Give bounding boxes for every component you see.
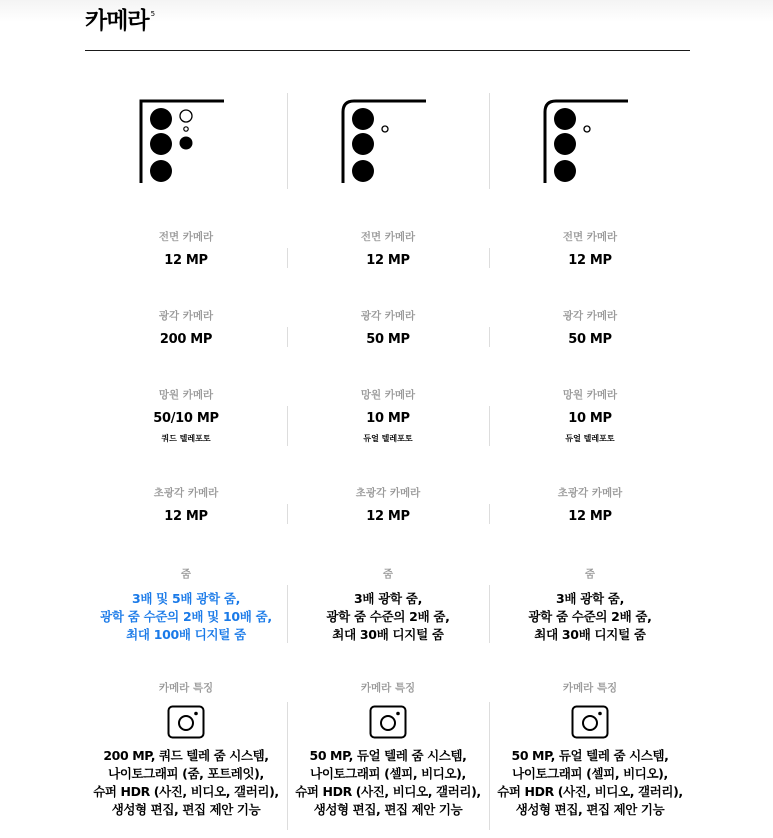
- zoom-label: 줌: [584, 568, 596, 580]
- tele-camera-spec: [287, 387, 489, 444]
- tele-camera-note: 듀얼 텔레포토: [565, 434, 615, 443]
- column-divider: [489, 93, 490, 189]
- camera-icon: [167, 705, 205, 739]
- camera-icon: [571, 705, 609, 739]
- zoom-value: 3배 및 5배 광학 줌, 광학 줌 수준의 2배 및 10배 줌, 최대 100배 디지털 줌: [100, 591, 272, 642]
- front-camera-spec: [287, 229, 489, 268]
- ultrawide-camera-value: 12 MP: [164, 509, 208, 524]
- wide-camera-label: 광각 카메라: [360, 310, 416, 322]
- tele-camera-spec: [489, 387, 691, 444]
- tele-camera-note: 쿼드 텔레포토: [161, 434, 211, 443]
- front-camera-value: 12 MP: [568, 253, 612, 268]
- camera-feature-value: 50 MP, 듀얼 텔레 줌 시스템, 나이토그래피 (셀피, 비디오), 슈퍼 HDR (사진, 비디오, 갤러리), 생성형 편집, 편집 제안 기능: [497, 748, 683, 817]
- camera-module-icon: [139, 98, 224, 183]
- camera-module-icon: [341, 98, 426, 183]
- ultrawide-camera-spec: [85, 485, 287, 524]
- tele-camera-label: 망원 카메라: [158, 389, 214, 401]
- tele-camera-spec: [85, 387, 287, 444]
- zoom-label: 줌: [180, 568, 192, 580]
- tele-camera-value: 10 MP: [366, 411, 410, 426]
- tele-camera-label: 망원 카메라: [360, 389, 416, 401]
- ultrawide-camera-label: 초광각 카메라: [557, 487, 623, 499]
- model-column-2: [287, 90, 489, 830]
- ultrawide-camera-value: 12 MP: [568, 509, 612, 524]
- tele-camera-value: 50/10 MP: [153, 411, 219, 426]
- zoom-value: 3배 광학 줌, 광학 줌 수준의 2배 줌, 최대 30배 디지털 줌: [528, 591, 652, 642]
- ultrawide-camera-spec: [287, 485, 489, 524]
- section-title: 카메라 $^5$: [85, 8, 155, 34]
- tele-camera-value: 10 MP: [568, 411, 612, 426]
- wide-camera-label: 광각 카메라: [158, 310, 214, 322]
- tele-camera-label: 망원 카메라: [562, 389, 618, 401]
- model-column-1: [85, 90, 287, 830]
- camera-feature-spec: [85, 680, 287, 819]
- camera-feature-spec: [489, 680, 691, 819]
- camera-feature-spec: [287, 680, 489, 819]
- camera-feature-label: 카메라 특징: [158, 682, 214, 694]
- camera-module-icon: [543, 98, 628, 183]
- front-camera-label: 전면 카메라: [562, 231, 618, 243]
- tele-camera-note: 듀얼 텔레포토: [363, 434, 413, 443]
- front-camera-spec: [85, 229, 287, 268]
- zoom-spec: [489, 566, 691, 644]
- camera-feature-label: 카메라 특징: [562, 682, 618, 694]
- camera-feature-value: 200 MP, 쿼드 텔레 줌 시스템, 나이토그래피 (줌, 포트레잇), 슈퍼 HDR (사진, 비디오, 갤러리), 생성형 편집, 편집 제안 기능: [93, 748, 279, 817]
- wide-camera-spec: [287, 308, 489, 347]
- zoom-spec: [287, 566, 489, 644]
- front-camera-label: 전면 카메라: [360, 231, 416, 243]
- title-divider: [85, 50, 690, 51]
- ultrawide-camera-spec: [489, 485, 691, 524]
- front-camera-value: 12 MP: [164, 253, 208, 268]
- zoom-spec: [85, 566, 287, 644]
- ultrawide-camera-label: 초광각 카메라: [355, 487, 421, 499]
- ultrawide-camera-value: 12 MP: [366, 509, 410, 524]
- front-camera-spec: [489, 229, 691, 268]
- footnote-marker[interactable]: 5: [150, 10, 155, 18]
- wide-camera-value: 50 MP: [568, 332, 612, 347]
- front-camera-value: 12 MP: [366, 253, 410, 268]
- front-camera-label: 전면 카메라: [158, 231, 214, 243]
- model-column-3: [489, 90, 691, 830]
- camera-feature-label: 카메라 특징: [360, 682, 416, 694]
- zoom-label: 줌: [382, 568, 394, 580]
- zoom-value: 3배 광학 줌, 광학 줌 수준의 2배 줌, 최대 30배 디지털 줌: [326, 591, 450, 642]
- wide-camera-label: 광각 카메라: [562, 310, 618, 322]
- wide-camera-value: 200 MP: [159, 332, 213, 347]
- camera-feature-value: 50 MP, 듀얼 텔레 줌 시스템, 나이토그래피 (셀피, 비디오), 슈퍼 HDR (사진, 비디오, 갤러리), 생성형 편집, 편집 제안 기능: [295, 748, 481, 817]
- wide-camera-spec: [489, 308, 691, 347]
- wide-camera-spec: [85, 308, 287, 347]
- camera-icon: [369, 705, 407, 739]
- ultrawide-camera-label: 초광각 카메라: [153, 487, 219, 499]
- column-divider: [287, 93, 288, 189]
- wide-camera-value: 50 MP: [366, 332, 410, 347]
